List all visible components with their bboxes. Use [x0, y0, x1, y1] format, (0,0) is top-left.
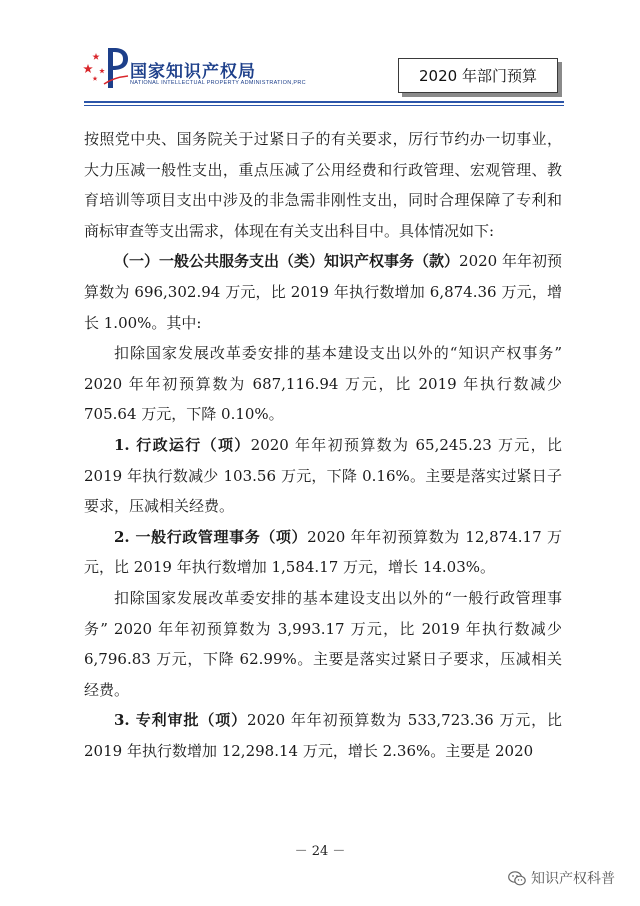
header-divider-thin: [84, 105, 564, 106]
doc-title: 2020 年部门预算: [419, 67, 537, 85]
item-heading: 2. 一般行政管理事务（项）: [114, 527, 308, 546]
page-number: － 24 －: [294, 844, 346, 859]
header-divider: [84, 101, 564, 103]
item-heading: 3. 专利审批（项）: [114, 711, 248, 730]
section-text: 2020 年年初预算数为 696,302.94 万元，比 2019 年执行数增加 6,874.36 万元，增长 1.00%。其中:: [84, 252, 562, 332]
paragraph-item-3: [84, 705, 562, 766]
watermark-text: 知识产权科普: [531, 871, 615, 887]
paragraph-item-1: [84, 430, 562, 522]
item-heading: 1. 行政运行（项）: [114, 435, 251, 454]
item-text: 2020 年年初预算数为 533,723.36 万元，比 2019 年执行数增加 12,298.14 万元，增长 2.36%。主要是 2020: [84, 711, 562, 760]
org-name: 国家知识产权局: [130, 62, 256, 82]
doc-title-box: [398, 58, 558, 93]
watermark: [508, 868, 615, 888]
page-header: [0, 0, 640, 120]
document-body: [84, 124, 562, 766]
paragraph: 按照党中央、国务院关于过紧日子的有关要求，厉行节约办一切事业，大力压减一般性支出，重点压减了公用经费和行政管理、宏观管理、教育培训等项目支出中涉及的非急需非刚性支出，同时合理保障了专利和商标审查等支出需求，体现在有关支出科目中。具体情况如下:: [84, 130, 562, 240]
item-text: 2020 年年初预算数为 12,874.17 万元，比 2019 年执行数增加 1,584.17 万元，增长 14.03%。: [84, 527, 562, 577]
wechat-icon: [508, 871, 526, 886]
paragraph-section-1: [84, 246, 562, 338]
paragraph: 扣除国家发展改革委安排的基本建设支出以外的“知识产权事务” 2020 年年初预算数为 687,116.94 万元，比 2019 年执行数减少 705.64 万元，下降 0.10%。: [84, 344, 562, 424]
paragraph: 扣除国家发展改革委安排的基本建设支出以外的“一般行政管理事务” 2020 年年初预算数为 3,993.17 万元，比 2019 年执行数减少 6,796.83 万元，下降 62.99%。主要是落实过紧日子要求，压减相关经费。: [84, 588, 562, 699]
paragraph-item-2: [84, 522, 562, 583]
section-heading: （一）一般公共服务支出（类）知识产权事务（款）: [114, 252, 460, 271]
item-text: 2020 年年初预算数为 65,245.23 万元，比 2019 年执行数减少 103.56 万元，下降 0.16%。主要是落实过紧日子要求，压减相关经费。: [84, 435, 562, 516]
cnipa-logo-icon: [82, 44, 130, 90]
org-name-en: NATIONAL INTELLECTUAL PROPERTY ADMINISTRATION,PRC: [130, 80, 306, 86]
